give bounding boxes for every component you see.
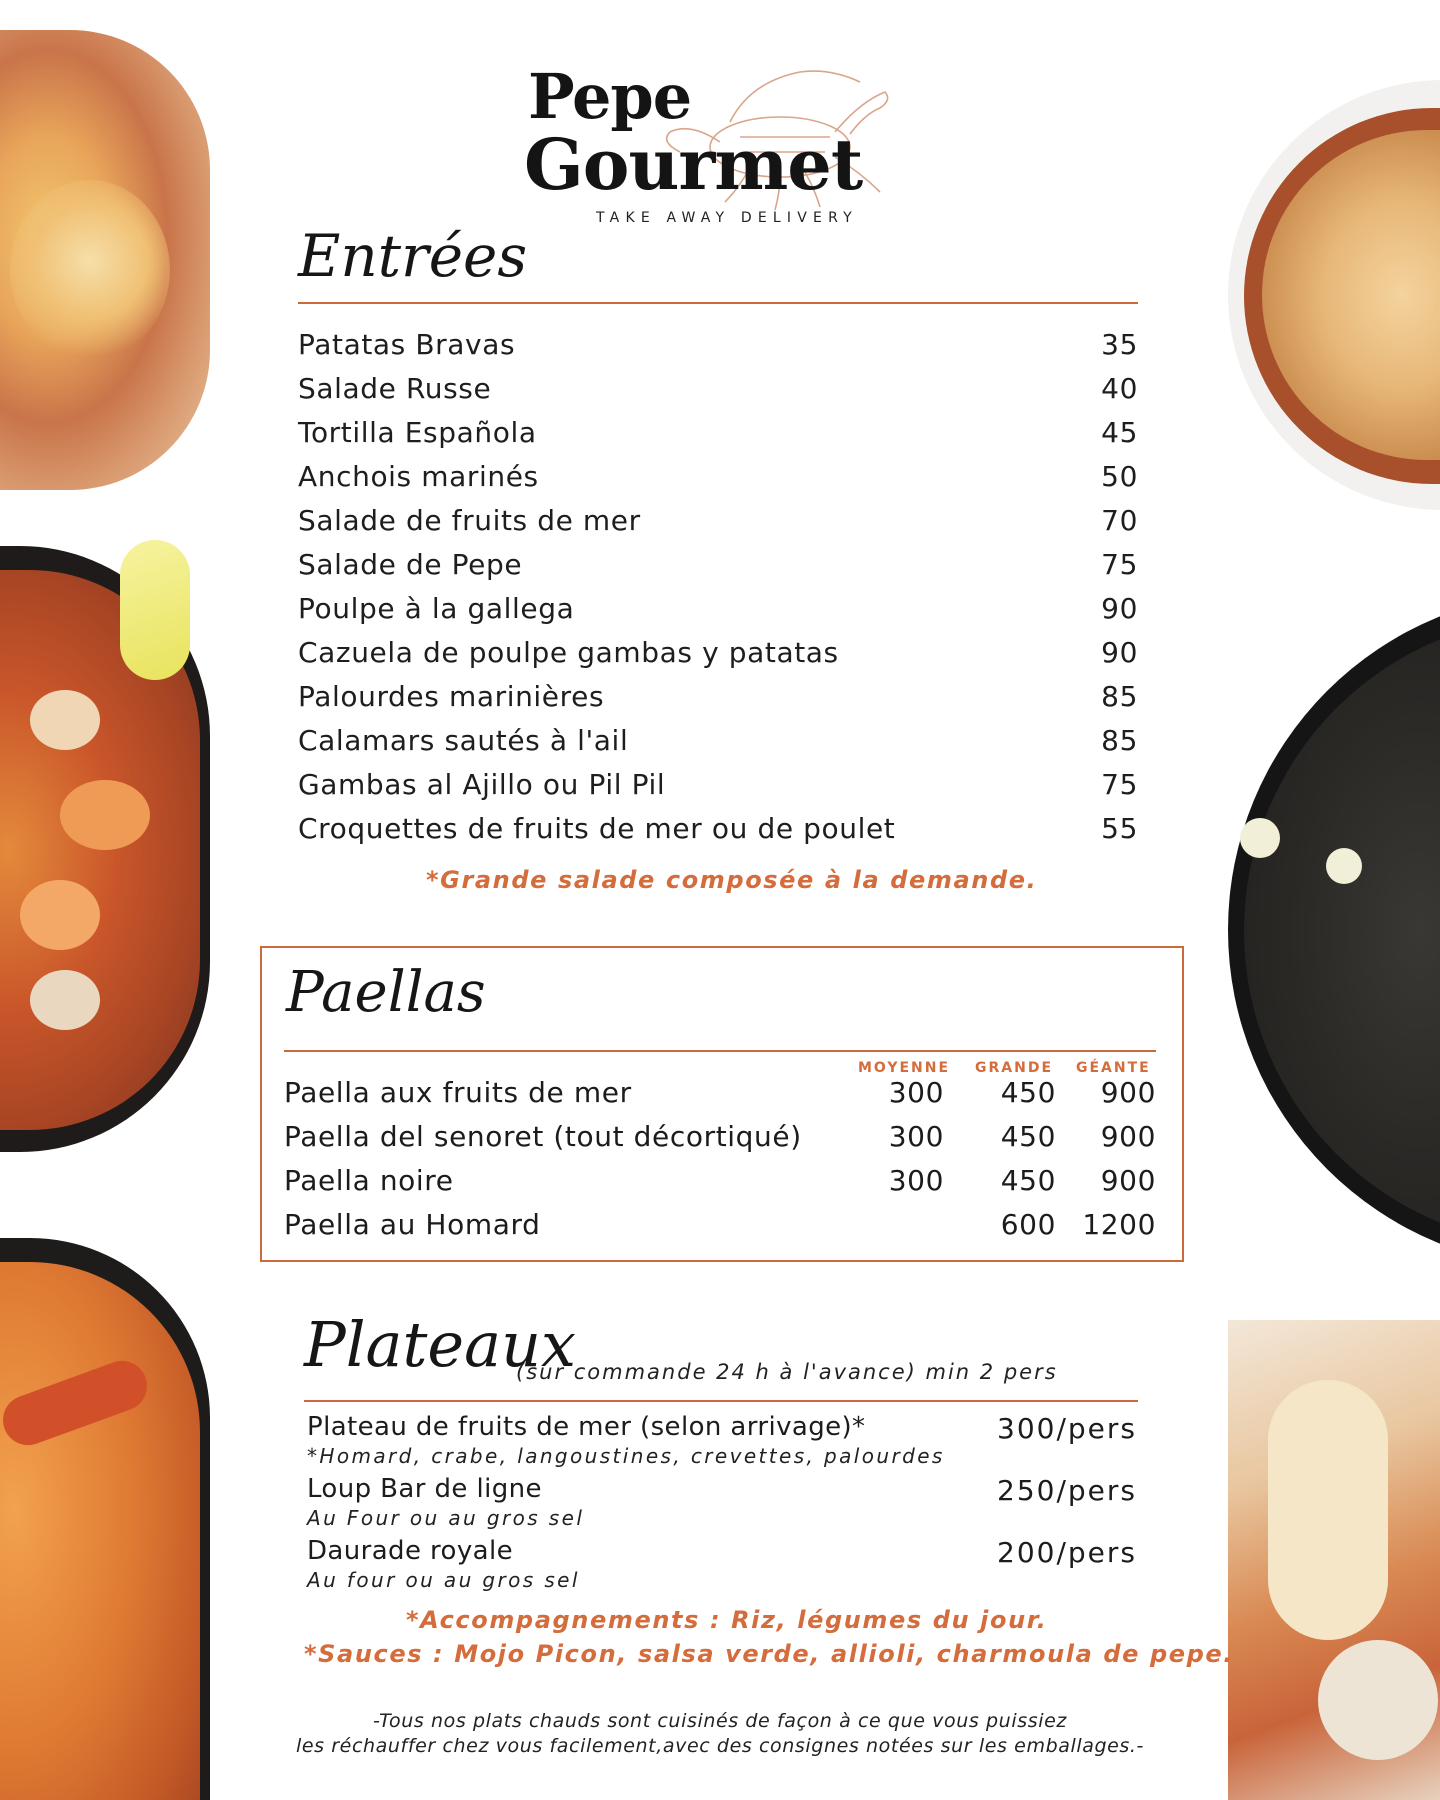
menu-item [298, 504, 1138, 548]
menu-item [298, 636, 1138, 680]
item-name: Palourdes marinières [298, 680, 605, 713]
item-name: Patatas Bravas [298, 328, 516, 361]
entrees-note: *Grande salade composée à la demande. [426, 866, 1038, 894]
plateau-item [307, 1412, 1137, 1474]
item-price: 35 [1101, 328, 1138, 361]
menu-item [298, 768, 1138, 812]
item-name: Paella del senoret (tout décortiqué) [284, 1120, 802, 1153]
item-name: Tortilla Española [298, 416, 537, 449]
menu-item [298, 372, 1138, 416]
octopus-potato-dish-photo [0, 30, 215, 492]
menu-item [298, 416, 1138, 460]
item-name: Salade de fruits de mer [298, 504, 641, 537]
seafood-paella-photo [0, 540, 215, 1160]
item-price: 75 [1101, 768, 1138, 801]
brand-logo [520, 62, 940, 242]
menu-item [298, 460, 1138, 504]
paella-item [284, 1076, 1156, 1120]
item-description: Au Four ou au gros sel [307, 1506, 585, 1530]
paellas-heading: Paellas [286, 960, 486, 1025]
item-price: 70 [1101, 504, 1138, 537]
paellas-divider [284, 1050, 1156, 1052]
item-name: Paella noire [284, 1164, 454, 1197]
logo-wordmark-top: Pepe [528, 60, 692, 133]
size-header-grande: GRANDE [975, 1060, 1054, 1076]
item-name: Anchois marinés [298, 460, 539, 493]
item-price: 200/pers [997, 1536, 1137, 1569]
entrees-heading: Entrées [298, 222, 528, 290]
logo-wordmark-bottom: Gourmet [524, 123, 863, 206]
item-price: 250/pers [997, 1474, 1137, 1507]
plateaux-subtitle: (sur commande 24 h à l'avance) min 2 pers [516, 1360, 1058, 1384]
item-description: Au four ou au gros sel [307, 1568, 580, 1592]
plateau-item [307, 1474, 1137, 1536]
entrees-divider [298, 302, 1138, 304]
item-name: Daurade royale [307, 1536, 513, 1566]
menu-item [298, 548, 1138, 592]
item-name: Paella au Homard [284, 1208, 541, 1241]
item-name: Plateau de fruits de mer (selon arrivage)* [307, 1412, 866, 1442]
menu-item [298, 680, 1138, 724]
footer-line-1: -Tous nos plats chauds sont cuisinés de façon à ce que vous puissiez [373, 1710, 1067, 1732]
item-name: Gambas al Ajillo ou Pil Pil [298, 768, 666, 801]
item-price: 90 [1101, 636, 1138, 669]
item-price: 45 [1101, 416, 1138, 449]
paella-item [284, 1208, 1156, 1252]
item-name: Salade Russe [298, 372, 492, 405]
black-paella-photo [1228, 592, 1440, 1272]
menu-item [298, 812, 1138, 856]
item-name: Calamars sautés à l'ail [298, 724, 629, 757]
price-grande: 450 [1000, 1164, 1056, 1197]
item-name: Salade de Pepe [298, 548, 523, 581]
size-header-geante: GÉANTE [1076, 1060, 1151, 1076]
sauces-note: *Sauces : Mojo Picon, salsa verde, allioli, charmoula de pepe. [304, 1640, 1235, 1668]
price-grande: 450 [1000, 1076, 1056, 1109]
item-price: 85 [1101, 680, 1138, 713]
item-price: 50 [1101, 460, 1138, 493]
price-moyenne: 300 [888, 1076, 944, 1109]
menu-item [298, 328, 1138, 372]
paella-item [284, 1120, 1156, 1164]
lobster-rice-photo [0, 1238, 215, 1800]
price-geante: 900 [1100, 1076, 1156, 1109]
footer-line-2: les réchauffer chez vous facilement,avec des consignes notées sur les emballages.- [295, 1735, 1145, 1757]
menu-item [298, 592, 1138, 636]
price-moyenne: 300 [888, 1120, 944, 1153]
item-name: Paella aux fruits de mer [284, 1076, 632, 1109]
price-geante: 900 [1100, 1120, 1156, 1153]
item-price: 85 [1101, 724, 1138, 757]
item-price: 75 [1101, 548, 1138, 581]
item-name: Croquettes de fruits de mer ou de poulet [298, 812, 896, 845]
price-geante: 1200 [1082, 1208, 1156, 1241]
item-price: 55 [1101, 812, 1138, 845]
item-name: Poulpe à la gallega [298, 592, 575, 625]
item-description: *Homard, crabe, langoustines, crevettes, palourdes [307, 1444, 945, 1468]
plateaux-divider [304, 1400, 1138, 1402]
menu-item [298, 724, 1138, 768]
logo-tagline: TAKE AWAY DELIVERY [596, 210, 858, 226]
price-geante: 900 [1100, 1164, 1156, 1197]
grilled-seafood-platter-photo [1228, 1320, 1440, 1800]
garlic-shrimp-cazuela-photo [1228, 76, 1440, 516]
price-moyenne: 300 [888, 1164, 944, 1197]
item-name: Cazuela de poulpe gambas y patatas [298, 636, 839, 669]
plateaux-heading: Plateaux [304, 1308, 576, 1381]
item-price: 90 [1101, 592, 1138, 625]
item-name: Loup Bar de ligne [307, 1474, 542, 1504]
item-price: 300/pers [997, 1412, 1137, 1445]
paella-item [284, 1164, 1156, 1208]
item-price: 40 [1101, 372, 1138, 405]
price-grande: 450 [1000, 1120, 1056, 1153]
plateau-item [307, 1536, 1137, 1598]
accompagnements-note: *Accompagnements : Riz, légumes du jour. [406, 1606, 1048, 1634]
size-header-moyenne: MOYENNE [858, 1060, 951, 1076]
price-grande: 600 [1000, 1208, 1056, 1241]
